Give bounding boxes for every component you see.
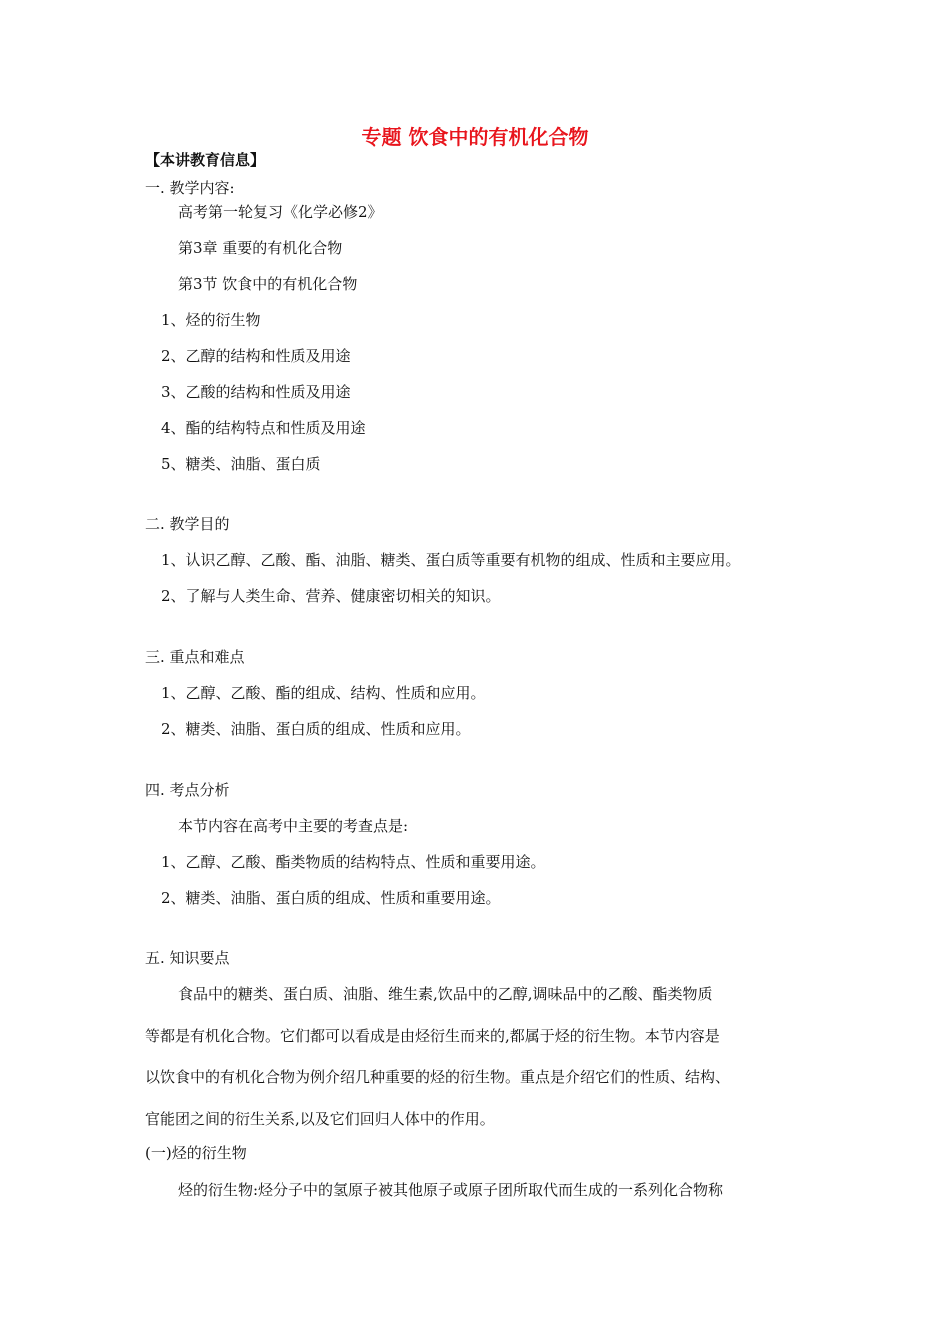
section-1-line: 高考第一轮复习《化学必修2》 — [178, 203, 383, 221]
section-5-paragraph-line: 以饮食中的有机化合物为例介绍几种重要的烃的衍生物。重点是介绍它们的性质、结构、 — [145, 1068, 731, 1086]
section-4-intro: 本节内容在高考中主要的考查点是: — [178, 817, 409, 835]
section-1-line: 第3章 重要的有机化合物 — [178, 239, 343, 257]
section-1-item: 1、烃的衍生物 — [161, 311, 261, 329]
section-4-item: 1、乙醇、乙酸、酯类物质的结构特点、性质和重要用途。 — [161, 853, 546, 871]
section-4-heading: 四. 考点分析 — [145, 781, 230, 799]
section-1-item: 2、乙醇的结构和性质及用途 — [161, 347, 351, 365]
section-5-sub-heading: (一)烃的衍生物 — [145, 1144, 247, 1162]
section-2-item: 1、认识乙醇、乙酸、酯、油脂、糖类、蛋白质等重要有机物的组成、性质和主要应用。 — [161, 551, 741, 569]
section-5-paragraph-line: 官能团之间的衍生关系,以及它们回归人体中的作用。 — [145, 1110, 495, 1128]
section-3-item: 2、糖类、油脂、蛋白质的组成、性质和应用。 — [161, 720, 471, 738]
info-header: 【本讲教育信息】 — [145, 151, 266, 169]
section-1-item: 5、糖类、油脂、蛋白质 — [161, 455, 321, 473]
section-1-line: 第3节 饮食中的有机化合物 — [178, 275, 358, 293]
page-title: 专题 饮食中的有机化合物 — [361, 125, 589, 149]
section-2-item: 2、了解与人类生命、营养、健康密切相关的知识。 — [161, 587, 501, 605]
section-5-paragraph-line: 食品中的糖类、蛋白质、油脂、维生素,饮品中的乙醇,调味品中的乙酸、酯类物质 — [178, 985, 713, 1003]
section-3-item: 1、乙醇、乙酸、酯的组成、结构、性质和应用。 — [161, 684, 486, 702]
section-5-heading: 五. 知识要点 — [145, 949, 230, 967]
section-1-heading: 一. 教学内容: — [145, 179, 235, 197]
section-1-item: 4、酯的结构特点和性质及用途 — [161, 419, 366, 437]
section-4-item: 2、糖类、油脂、蛋白质的组成、性质和重要用途。 — [161, 889, 501, 907]
section-5-definition-line: 烃的衍生物:烃分子中的氢原子被其他原子或原子团所取代而生成的一系列化合物称 — [178, 1181, 724, 1199]
section-1-item: 3、乙酸的结构和性质及用途 — [161, 383, 351, 401]
section-5-paragraph-line: 等都是有机化合物。它们都可以看成是由烃衍生而来的,都属于烃的衍生物。本节内容是 — [145, 1027, 720, 1045]
section-2-heading: 二. 教学目的 — [145, 515, 230, 533]
section-3-heading: 三. 重点和难点 — [145, 648, 245, 666]
